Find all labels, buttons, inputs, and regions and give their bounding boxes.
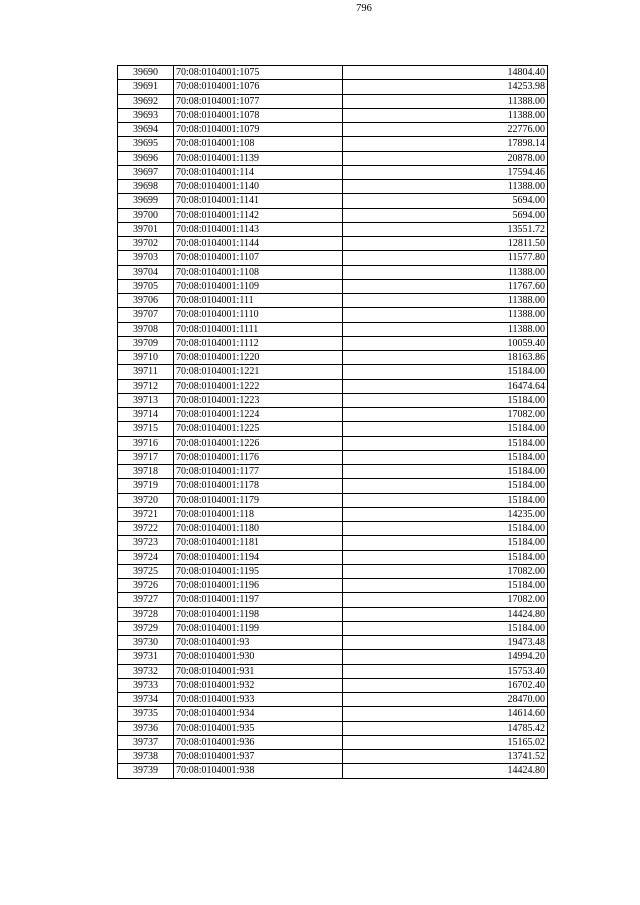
table-row [118,693,548,707]
cadastral-number-cell: 70:08:0104001:932 [174,678,343,692]
table-row [118,479,548,493]
row-number-cell: 39709 [118,336,174,350]
row-number-cell: 39728 [118,607,174,621]
table-row [118,522,548,536]
cadastral-number-cell: 70:08:0104001:1142 [174,208,343,222]
cadastral-number-cell: 70:08:0104001:1110 [174,308,343,322]
cadastral-number-cell: 70:08:0104001:938 [174,764,343,778]
table-row [118,165,548,179]
value-cell: 17082.00 [343,564,548,578]
page-number: 796 [356,3,372,14]
value-cell: 28470.00 [343,693,548,707]
row-number-cell: 39716 [118,436,174,450]
row-number-cell: 39737 [118,735,174,749]
value-cell: 14614.60 [343,707,548,721]
row-number-cell: 39700 [118,208,174,222]
table-row [118,351,548,365]
cadastral-number-cell: 70:08:0104001:1107 [174,251,343,265]
row-number-cell: 39711 [118,365,174,379]
value-cell: 17898.14 [343,137,548,151]
value-cell: 11577.80 [343,251,548,265]
row-number-cell: 39730 [118,636,174,650]
cadastral-number-cell: 70:08:0104001:1176 [174,450,343,464]
row-number-cell: 39707 [118,308,174,322]
value-cell: 15184.00 [343,522,548,536]
table-row [118,123,548,137]
value-cell: 15165.02 [343,735,548,749]
table-row [118,493,548,507]
cadastral-number-cell: 70:08:0104001:1078 [174,108,343,122]
value-cell: 14994.20 [343,650,548,664]
table-row [118,208,548,222]
cadastral-table [117,65,548,779]
value-cell: 11388.00 [343,265,548,279]
table-row [118,222,548,236]
cadastral-number-cell: 70:08:0104001:1141 [174,194,343,208]
value-cell: 16474.64 [343,379,548,393]
cadastral-number-cell: 70:08:0104001:1143 [174,222,343,236]
row-number-cell: 39739 [118,764,174,778]
cadastral-number-cell: 70:08:0104001:1198 [174,607,343,621]
table-row [118,721,548,735]
value-cell: 15184.00 [343,493,548,507]
value-cell: 12811.50 [343,237,548,251]
value-cell: 15184.00 [343,450,548,464]
table-row [118,536,548,550]
cadastral-number-cell: 70:08:0104001:1109 [174,279,343,293]
value-cell: 15184.00 [343,365,548,379]
cadastral-number-cell: 70:08:0104001:1079 [174,123,343,137]
value-cell: 14785.42 [343,721,548,735]
value-cell: 19473.48 [343,636,548,650]
table-row [118,707,548,721]
cadastral-number-cell: 70:08:0104001:935 [174,721,343,735]
cadastral-number-cell: 70:08:0104001:1075 [174,66,343,80]
table-row [118,450,548,464]
row-number-cell: 39738 [118,750,174,764]
table-row [118,66,548,80]
row-number-cell: 39735 [118,707,174,721]
cadastral-number-cell: 70:08:0104001:1221 [174,365,343,379]
value-cell: 15184.00 [343,422,548,436]
value-cell: 17082.00 [343,593,548,607]
table-row [118,422,548,436]
table-row [118,94,548,108]
row-number-cell: 39699 [118,194,174,208]
table-row [118,251,548,265]
table-row [118,279,548,293]
cadastral-number-cell: 70:08:0104001:1108 [174,265,343,279]
table-row [118,436,548,450]
row-number-cell: 39693 [118,108,174,122]
row-number-cell: 39714 [118,408,174,422]
cadastral-number-cell: 70:08:0104001:1220 [174,351,343,365]
row-number-cell: 39703 [118,251,174,265]
table-row [118,650,548,664]
row-number-cell: 39713 [118,393,174,407]
table-row [118,137,548,151]
table-row [118,507,548,521]
value-cell: 14253.98 [343,80,548,94]
table-row [118,194,548,208]
table-row [118,237,548,251]
cadastral-number-cell: 70:08:0104001:1140 [174,180,343,194]
row-number-cell: 39731 [118,650,174,664]
cadastral-number-cell: 70:08:0104001:1181 [174,536,343,550]
table-row [118,621,548,635]
value-cell: 11388.00 [343,94,548,108]
cadastral-number-cell: 70:08:0104001:1197 [174,593,343,607]
cadastral-number-cell: 70:08:0104001:936 [174,735,343,749]
table-row [118,379,548,393]
row-number-cell: 39695 [118,137,174,151]
cadastral-number-cell: 70:08:0104001:1177 [174,465,343,479]
row-number-cell: 39726 [118,579,174,593]
table-row [118,294,548,308]
cadastral-number-cell: 70:08:0104001:1194 [174,550,343,564]
table-row [118,365,548,379]
row-number-cell: 39725 [118,564,174,578]
value-cell: 11388.00 [343,308,548,322]
cadastral-number-cell: 70:08:0104001:1225 [174,422,343,436]
value-cell: 14424.80 [343,764,548,778]
row-number-cell: 39721 [118,507,174,521]
row-number-cell: 39690 [118,66,174,80]
row-number-cell: 39692 [118,94,174,108]
row-number-cell: 39717 [118,450,174,464]
row-number-cell: 39691 [118,80,174,94]
table-row [118,579,548,593]
row-number-cell: 39736 [118,721,174,735]
row-number-cell: 39694 [118,123,174,137]
value-cell: 15184.00 [343,465,548,479]
row-number-cell: 39701 [118,222,174,236]
table-row [118,151,548,165]
value-cell: 17082.00 [343,408,548,422]
cadastral-number-cell: 70:08:0104001:1139 [174,151,343,165]
cadastral-number-cell: 70:08:0104001:1199 [174,621,343,635]
row-number-cell: 39723 [118,536,174,550]
value-cell: 11767.60 [343,279,548,293]
value-cell: 15184.00 [343,579,548,593]
cadastral-number-cell: 70:08:0104001:1226 [174,436,343,450]
cadastral-number-cell: 70:08:0104001:1180 [174,522,343,536]
cadastral-number-cell: 70:08:0104001:1222 [174,379,343,393]
row-number-cell: 39734 [118,693,174,707]
cadastral-number-cell: 70:08:0104001:111 [174,294,343,308]
value-cell: 5694.00 [343,208,548,222]
row-number-cell: 39706 [118,294,174,308]
row-number-cell: 39712 [118,379,174,393]
cadastral-number-cell: 70:08:0104001:1077 [174,94,343,108]
value-cell: 10059.40 [343,336,548,350]
cadastral-number-cell: 70:08:0104001:930 [174,650,343,664]
row-number-cell: 39696 [118,151,174,165]
table-row [118,593,548,607]
table-row [118,308,548,322]
row-number-cell: 39702 [118,237,174,251]
cadastral-number-cell: 70:08:0104001:1179 [174,493,343,507]
row-number-cell: 39719 [118,479,174,493]
table-row [118,408,548,422]
table-row [118,465,548,479]
cadastral-number-cell: 70:08:0104001:1144 [174,237,343,251]
value-cell: 15184.00 [343,436,548,450]
row-number-cell: 39729 [118,621,174,635]
row-number-cell: 39698 [118,180,174,194]
value-cell: 15184.00 [343,393,548,407]
cadastral-number-cell: 70:08:0104001:1111 [174,322,343,336]
table-row [118,180,548,194]
value-cell: 5694.00 [343,194,548,208]
value-cell: 15184.00 [343,479,548,493]
cadastral-number-cell: 70:08:0104001:931 [174,664,343,678]
table-body [118,66,548,779]
cadastral-number-cell: 70:08:0104001:118 [174,507,343,521]
cadastral-number-cell: 70:08:0104001:937 [174,750,343,764]
row-number-cell: 39727 [118,593,174,607]
row-number-cell: 39704 [118,265,174,279]
value-cell: 14235.00 [343,507,548,521]
value-cell: 20878.00 [343,151,548,165]
value-cell: 11388.00 [343,294,548,308]
cadastral-number-cell: 70:08:0104001:933 [174,693,343,707]
row-number-cell: 39722 [118,522,174,536]
table-row [118,735,548,749]
table-row [118,550,548,564]
value-cell: 22776.00 [343,123,548,137]
value-cell: 18163.86 [343,351,548,365]
table-row [118,80,548,94]
row-number-cell: 39710 [118,351,174,365]
cadastral-number-cell: 70:08:0104001:108 [174,137,343,151]
cadastral-number-cell: 70:08:0104001:1076 [174,80,343,94]
value-cell: 14804.40 [343,66,548,80]
cadastral-number-cell: 70:08:0104001:1195 [174,564,343,578]
value-cell: 15184.00 [343,621,548,635]
cadastral-number-cell: 70:08:0104001:1223 [174,393,343,407]
table-row [118,678,548,692]
table-row [118,322,548,336]
value-cell: 11388.00 [343,322,548,336]
value-cell: 16702.40 [343,678,548,692]
cadastral-number-cell: 70:08:0104001:93 [174,636,343,650]
table-row [118,664,548,678]
table-row [118,607,548,621]
row-number-cell: 39720 [118,493,174,507]
table-row [118,265,548,279]
value-cell: 13551.72 [343,222,548,236]
cadastral-number-cell: 70:08:0104001:934 [174,707,343,721]
table-row [118,336,548,350]
cadastral-number-cell: 70:08:0104001:114 [174,165,343,179]
table-row [118,636,548,650]
table-row [118,393,548,407]
table-row [118,108,548,122]
value-cell: 11388.00 [343,180,548,194]
cadastral-number-cell: 70:08:0104001:1224 [174,408,343,422]
cadastral-number-cell: 70:08:0104001:1112 [174,336,343,350]
table-row [118,764,548,778]
value-cell: 15753.40 [343,664,548,678]
row-number-cell: 39732 [118,664,174,678]
table-row [118,750,548,764]
row-number-cell: 39724 [118,550,174,564]
row-number-cell: 39697 [118,165,174,179]
value-cell: 17594.46 [343,165,548,179]
cadastral-number-cell: 70:08:0104001:1178 [174,479,343,493]
table-row [118,564,548,578]
value-cell: 13741.52 [343,750,548,764]
row-number-cell: 39733 [118,678,174,692]
row-number-cell: 39718 [118,465,174,479]
row-number-cell: 39705 [118,279,174,293]
value-cell: 15184.00 [343,550,548,564]
value-cell: 15184.00 [343,536,548,550]
row-number-cell: 39708 [118,322,174,336]
row-number-cell: 39715 [118,422,174,436]
value-cell: 14424.80 [343,607,548,621]
value-cell: 11388.00 [343,108,548,122]
cadastral-number-cell: 70:08:0104001:1196 [174,579,343,593]
